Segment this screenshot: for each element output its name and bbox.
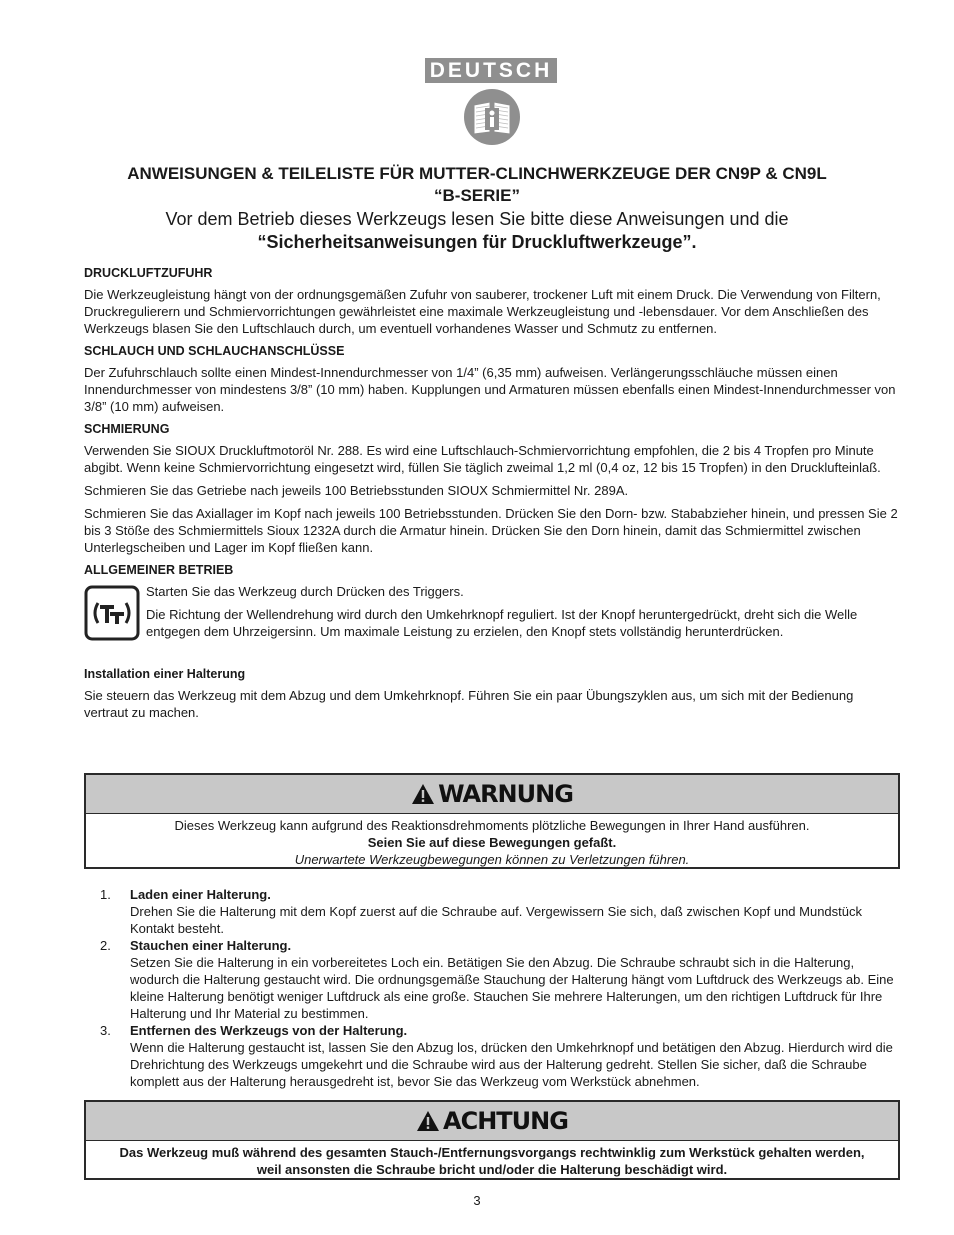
section-general-operation [84, 562, 898, 646]
document-title [60, 163, 894, 207]
step-text: Drehen Sie die Halterung mit dem Kopf zuerst auf die Schraube auf. Vergewissern Sie sich, daß zwischen Kopf und Mundstück Kontakt besteht. [130, 904, 862, 936]
step-number: 2. [100, 938, 111, 953]
main-content [84, 265, 898, 727]
step-text: Setzen Sie die Halterung in ein vorbereitetes Loch ein. Betätigen Sie den Abzug. Die Schraube schraubt sich in die Halterung, wodurch die Halterung gestaucht wird. Die ordnungsgemäße Stauchung der Halterung hängt vom Luftdruck des Werkzeugs ab. Eine kleine Halterung benötigt weniger Luftdruck als eine große. Stauchen Sie mehrere Halterungen, um den richtigen Luftdruck für Ihre Halterung und Ihr Material zu bestimmen. [130, 955, 894, 1021]
section-text: Sie steuern das Werkzeug mit dem Abzug und dem Umkehrknopf. Führen Sie ein paar Übungszyklen aus, um sich mit der Bedienung vertraut zu machen. [84, 688, 854, 720]
language-badge: DEUTSCH [425, 58, 557, 83]
section-heading: SCHMIERUNG [84, 422, 170, 436]
subtitle-line-2: “Sicherheitsanweisungen für Druckluftwerkzeuge”. [257, 232, 697, 252]
section-text: Starten Sie das Werkzeug durch Drücken des Triggers. [146, 584, 464, 599]
section-heading: DRUCKLUFTZUFUHR [84, 266, 213, 280]
section-text: Die Werkzeugleistung hängt von der ordnungsgemäßen Zufuhr von sauberer, trockener Luft mit einem Druck. Die Verwendung von Filtern, Druckregulierern und Schmiervorrichtungen gewährleistet eine maximale Werkzeugleistung und -lebensdauer. Vor dem Anschließen des Werkzeugs blasen Sie den Luftschlauch durch, um eventuell vorhandenes Wasser und Schmutz zu entfernen. [84, 287, 881, 336]
section-text: Der Zufuhrschlauch sollte einen Mindest-Innendurchmesser von 1/4” (6,35 mm) aufweisen. Verlängerungsschläuche müssen einen Innendurchmesser von mindestens 3/8” (10 mm) haben. Kupplungen und Armaturen müssen ebenfalls einen Mindest-Innendurchmesser von 3/8” (10 mm) aufweisen. [84, 365, 896, 414]
section-installation [84, 666, 898, 721]
step-title: Laden einer Halterung. [130, 887, 271, 902]
section-text: Schmieren Sie das Axiallager im Kopf nach jeweils 100 Betriebsstunden. Drücken Sie den Dorn- bzw. Stababzieher hinein, und pressen Sie 2 bis 3 Stöße des Schmiermittels Sioux 1232A durch die Armatur hinein. Drücken Sie den Dorn hinein, damit das Schmiermittel zwischen Unterlegscheiben und Lager im Kopf fließen kann. [84, 506, 898, 555]
step-list [100, 886, 898, 1090]
caution-label: ACHTUNG [443, 1107, 568, 1135]
info-book-icon [463, 88, 521, 146]
warning-box [84, 773, 900, 869]
step-title: Entfernen des Werkzeugs von der Halterung. [130, 1023, 408, 1038]
warning-line-3: Unerwartete Werkzeugbewegungen können zu Verletzungen führen. [294, 852, 690, 867]
warning-line-1: Dieses Werkzeug kann aufgrund des Reaktionsdrehmoments plötzliche Bewegungen in Ihrer Hand ausführen. [174, 818, 810, 833]
document-subtitle [60, 208, 894, 254]
section-heading: SCHLAUCH UND SCHLAUCHANSCHLÜSSE [84, 344, 345, 358]
warning-header [86, 775, 898, 814]
subtitle-line-1: Vor dem Betrieb dieses Werkzeugs lesen Sie bitte diese Anweisungen und die [165, 209, 789, 229]
section-lubrication [84, 421, 898, 556]
caution-text: Das Werkzeug muß während des gesamten Stauch-/Entfernungsvorgangs rechtwinklig zum Werkstück gehalten werden, weil ansonsten die Schraube bricht und/oder die Halterung beschädigt wird. [119, 1145, 865, 1177]
step-number: 3. [100, 1023, 111, 1038]
section-hose [84, 343, 898, 415]
trigger-icon [84, 585, 140, 641]
warning-triangle-icon [411, 783, 435, 805]
step-text: Wenn die Halterung gestaucht ist, lassen Sie den Abzug los, drücken den Umkehrknopf und betätigen den Abzug. Hierdurch wird die Drehrichtung des Werkzeugs umgekehrt und die Schraube wird aus der Halterung gedreht. Stellen Sie sicher, daß die Schraube komplett aus der Halterung herausgedreht ist, bevor Sie das Werkzeug vom Werkstück abnehmen. [130, 1040, 893, 1089]
section-heading: ALLGEMEINER BETRIEB [84, 563, 234, 577]
warning-label: WARNUNG [438, 780, 573, 808]
section-air-supply [84, 265, 898, 337]
section-text: Verwenden Sie SIOUX Druckluftmotoröl Nr. 288. Es wird eine Luftschlauch-Schmiervorrichtung empfohlen, die 2 bis 4 Tropfen pro Minute abgibt. Wenn keine Schmiervorrichtung eingesetzt wird, füllen Sie täglich zweimal 1,2 ml (0,4 oz, 12 bis 15 Tropfen) in den Drucklufteinlaß. [84, 443, 881, 475]
warning-body [86, 814, 898, 871]
warning-triangle-icon [416, 1110, 440, 1132]
step-number: 1. [100, 887, 111, 902]
section-text: Schmieren Sie das Getriebe nach jeweils 100 Betriebsstunden SIOUX Schmiermittel Nr. 289A. [84, 483, 629, 498]
title-line-2: “B-SERIE” [434, 186, 520, 205]
step-title: Stauchen einer Halterung. [130, 938, 292, 953]
section-text: Die Richtung der Wellendrehung wird durch den Umkehrknopf reguliert. Ist der Knopf heruntergedrückt, dreht sich die Welle entgegen dem Uhrzeigersinn. Um maximale Leistung zu erzielen, den Knopf stets vollständig herunterdrücken. [146, 607, 858, 639]
list-item [100, 886, 898, 937]
page-number: 3 [473, 1193, 481, 1208]
trigger-row [84, 583, 898, 646]
trigger-text [146, 583, 898, 646]
caution-header [86, 1102, 898, 1141]
list-item [100, 1022, 898, 1090]
list-item [100, 937, 898, 1022]
step-content [130, 937, 898, 1022]
step-content [130, 1022, 898, 1090]
caution-box [84, 1100, 900, 1180]
section-heading: Installation einer Halterung [84, 667, 246, 681]
step-content [130, 886, 898, 937]
title-line-1: ANWEISUNGEN & TEILELISTE FÜR MUTTER-CLINCHWERKZEUGE DER CN9P & CN9L [127, 164, 827, 183]
warning-line-2: Seien Sie auf diese Bewegungen gefaßt. [367, 835, 617, 850]
